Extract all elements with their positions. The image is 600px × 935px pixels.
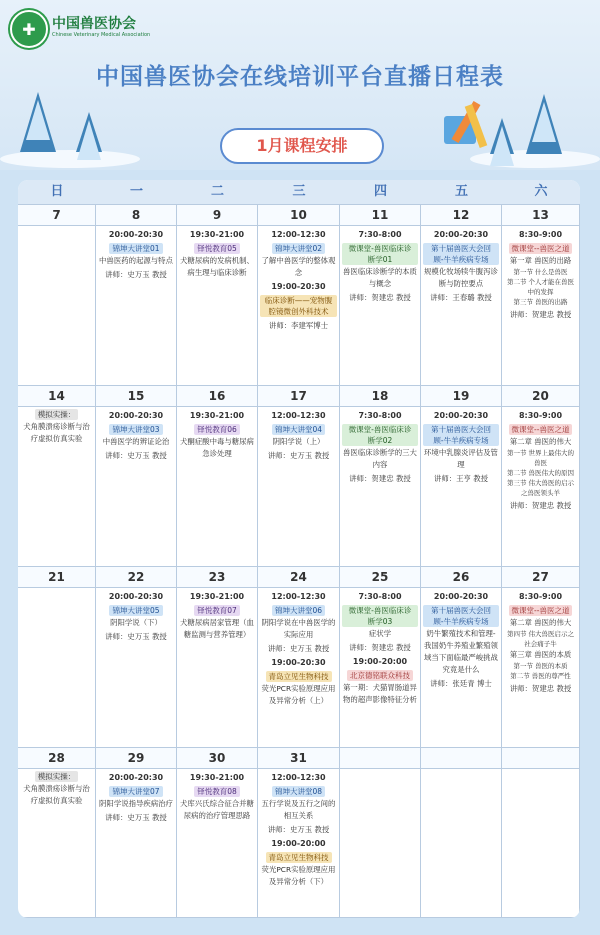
- course-tag: 青岛立见生物科技: [266, 671, 332, 682]
- day-number: 20: [502, 386, 579, 407]
- day-number: 22: [96, 567, 176, 588]
- course-tag: 第十届兽医大会回顾-牛羊疾病专场: [423, 424, 499, 446]
- course-tag: 模拟实操：: [35, 771, 79, 782]
- day-cell: [18, 386, 96, 567]
- course-title: 症状学: [368, 629, 392, 638]
- day-cell: [258, 748, 340, 918]
- day-content: [504, 589, 577, 695]
- course-tag: 北京德铭联众科技: [347, 670, 413, 681]
- session-time: 12:00-12:30: [271, 592, 326, 601]
- day-number: 14: [18, 386, 95, 407]
- course-tag-row: [179, 242, 255, 255]
- course-title: 犬酮症酸中毒与糖尿病急诊处理: [180, 437, 254, 458]
- session-time: 19:00-20:00: [271, 839, 326, 848]
- day-cell: [177, 748, 258, 918]
- course-title: 犬糖尿病的发病机制、病生理与临床诊断: [180, 256, 254, 277]
- course-title: 第三章 兽医的本质: [509, 650, 572, 659]
- session-time: 12:00-12:30: [271, 773, 326, 782]
- course-title: 阴阳学说在中兽医学的实际应用: [261, 618, 336, 639]
- section-item: 第一节 世界上最伟大的兽医: [506, 449, 575, 467]
- day-cell: [340, 386, 421, 567]
- course-tag: 微课堂-兽医临床诊断学01: [342, 243, 418, 265]
- day-content: [179, 589, 255, 641]
- day-cell: [258, 386, 340, 567]
- lecturer-name: 讲师：贺建忠 教授: [349, 474, 411, 483]
- course-title: 犬库兴氏综合征合并糖尿病的治疗管理思路: [180, 799, 254, 820]
- course-title: 第一章 兽医的出路: [509, 256, 572, 265]
- lecturer-name: 讲师：史万玉 教授: [105, 270, 167, 279]
- snow-mound: [0, 150, 140, 168]
- session-time: 19:00-20:00: [352, 657, 408, 666]
- org-name-cn: 中国兽医协会: [52, 16, 136, 32]
- course-tag-row: [342, 604, 418, 628]
- day-number: 27: [502, 567, 579, 588]
- day-content: [260, 227, 337, 332]
- session-time: 7:30-8:00: [358, 592, 402, 601]
- course-title: 阴阳学说（上）: [272, 437, 325, 446]
- course-tag-row: [423, 604, 499, 628]
- course-tag-row: [260, 294, 337, 318]
- section-item: 第三节 兽医的出路: [513, 298, 568, 306]
- course-title: 犬角膜溃疡诊断与治疗虚拟仿真实验: [23, 784, 90, 805]
- lecturer-name: 讲师：王亨 教授: [433, 474, 489, 483]
- section-item: 第一节 什么是兽医: [513, 268, 568, 276]
- session-time: 20:00-20:30: [433, 230, 489, 239]
- day-cell: [340, 748, 421, 918]
- course-tag-row: [504, 423, 577, 436]
- course-tag: 锦坤大讲堂04: [272, 424, 325, 435]
- course-tag: 铎悦教育08: [194, 786, 240, 797]
- lecturer-name: 讲师：史万玉 教授: [105, 451, 167, 460]
- day-cell: [177, 567, 258, 748]
- day-content: [179, 408, 255, 460]
- course-title: 荧光PCR实验原理应用及异常分析（上）: [261, 684, 336, 705]
- day-cell: [96, 205, 177, 386]
- day-number: 13: [502, 205, 579, 226]
- course-tag: 锦坤大讲堂02: [272, 243, 325, 254]
- header-banner: [0, 0, 600, 170]
- section-item: 第一节 兽医的本质: [513, 662, 568, 670]
- weekday-header: 六: [502, 180, 580, 205]
- tree-icon: [76, 112, 102, 152]
- section-item: 第二节 个人才能在兽医中的发挥: [506, 278, 575, 296]
- course-tag: 锦坤大讲堂03: [109, 424, 162, 435]
- day-number: 23: [177, 567, 257, 588]
- course-title: 兽医临床诊断学的三大内容: [343, 448, 417, 469]
- day-cell: [258, 205, 340, 386]
- session-time: 19:30-21:00: [189, 230, 245, 239]
- weekday-header: 二: [177, 180, 259, 205]
- course-tag: 第十届兽医大会回顾-牛羊疾病专场: [423, 243, 499, 265]
- day-content: [98, 227, 174, 281]
- session-time: 19:30-21:00: [189, 411, 245, 420]
- session-time: 19:30-21:00: [189, 773, 245, 782]
- schedule-table: [18, 180, 580, 918]
- day-number: 31: [258, 748, 339, 769]
- association-logo-icon: ✚: [10, 10, 48, 48]
- course-tag-row: [342, 669, 418, 682]
- day-number: 21: [18, 567, 95, 588]
- section-item: 第二节 兽医的尊严性: [510, 672, 571, 680]
- lecturer-name: 讲师：贺建忠 教授: [509, 310, 572, 319]
- day-number: 24: [258, 567, 339, 588]
- course-tag-row: [260, 785, 337, 798]
- section-item: 第二节 兽医伟大的原因: [506, 469, 575, 477]
- day-number: 9: [177, 205, 257, 226]
- course-tag-row: [260, 242, 337, 255]
- course-tag: 第十届兽医大会回顾-牛羊疾病专场: [423, 605, 499, 627]
- day-cell: [340, 205, 421, 386]
- day-number: 30: [177, 748, 257, 769]
- day-cell: [502, 748, 580, 918]
- day-number: 11: [340, 205, 420, 226]
- weekday-header: 日: [18, 180, 97, 205]
- day-cell: [421, 748, 502, 918]
- day-content: [20, 770, 93, 807]
- course-title: 荧光PCR实验原理应用及异常分析（下）: [261, 865, 336, 886]
- day-content: [423, 589, 499, 690]
- weekday-header: 一: [96, 180, 178, 205]
- course-tag: 锦坤大讲堂07: [109, 786, 162, 797]
- lecturer-name: 讲师：贺建忠 教授: [509, 501, 572, 510]
- course-tag: 锦坤大讲堂05: [109, 605, 162, 616]
- session-time: 8:30-9:00: [518, 230, 563, 239]
- day-number: 19: [421, 386, 501, 407]
- tree-icon: [490, 118, 514, 154]
- session-time: 20:00-20:30: [108, 230, 164, 239]
- lecturer-name: 讲师：史万玉 教授: [267, 825, 330, 834]
- course-title: 犬糖尿病居家管理（血糖监测与营养管理）: [180, 618, 254, 639]
- lecturer-name: 讲师：王春璐 教授: [430, 293, 492, 302]
- course-title: 环境中乳腺炎评估及管理: [424, 448, 498, 469]
- course-tag: 锦坤大讲堂06: [272, 605, 325, 616]
- course-tag-row: [260, 670, 337, 683]
- day-number: 18: [340, 386, 420, 407]
- org-name-en: Chinese Veterinary Medical Association: [52, 32, 151, 38]
- schedule-grid: [18, 180, 580, 918]
- course-tag: 微课堂-兽医临床诊断学03: [342, 605, 418, 627]
- course-tag-row: [504, 242, 577, 255]
- course-tag: 微课堂-兽医临床诊断学02: [342, 424, 418, 446]
- day-content: [504, 408, 577, 512]
- day-content: [260, 770, 337, 888]
- session-time: 20:00-20:30: [108, 411, 164, 420]
- course-tag-row: [98, 423, 174, 436]
- course-tag: 微课堂--兽医之道: [509, 243, 573, 254]
- session-time: 19:30-21:00: [189, 592, 245, 601]
- day-cell: [96, 748, 177, 918]
- month-label-pill: 1月课程安排: [220, 128, 384, 164]
- day-cell: [502, 386, 580, 567]
- course-title: 阴阳学说指导疾病治疗: [99, 799, 173, 808]
- day-cell: [421, 205, 502, 386]
- day-number: 26: [421, 567, 501, 588]
- course-tag-row: [260, 604, 337, 617]
- lecturer-name: 讲师：李建军博士: [268, 321, 329, 330]
- course-tag-row: [179, 604, 255, 617]
- course-tag-row: [179, 785, 255, 798]
- day-cell: [18, 748, 96, 918]
- day-number: 25: [340, 567, 420, 588]
- course-title: 第二章 兽医的伟大: [509, 618, 572, 627]
- course-title: 犬角膜溃疡诊断与治疗虚拟仿真实验: [23, 422, 90, 443]
- course-tag-row: [98, 604, 174, 617]
- course-title: 中兽医学的辨证论治: [102, 437, 170, 446]
- day-content: [504, 227, 577, 321]
- course-title: 五行学说及五行之间的相互关系: [261, 799, 336, 820]
- day-content: [98, 770, 174, 824]
- day-number: [502, 748, 579, 769]
- lecturer-name: 讲师：贺建忠 教授: [349, 293, 411, 302]
- session-time: 8:30-9:00: [518, 411, 563, 420]
- course-tag: 青岛立见生物科技: [266, 852, 332, 863]
- day-number: 12: [421, 205, 501, 226]
- course-title: 中兽医药的起源与特点: [99, 256, 173, 265]
- day-cell: [258, 567, 340, 748]
- course-tag: 锦坤大讲堂01: [109, 243, 162, 254]
- day-number: 15: [96, 386, 176, 407]
- course-tag-row: [342, 242, 418, 266]
- course-tag: 铎悦教育05: [194, 243, 240, 254]
- course-tag-row: [260, 851, 337, 864]
- course-tag-row: [504, 604, 577, 617]
- day-number: 17: [258, 386, 339, 407]
- course-tag-row: [423, 242, 499, 266]
- day-content: [179, 227, 255, 279]
- session-time: 19:00-20:30: [271, 282, 326, 291]
- day-number: [340, 748, 420, 769]
- day-content: [342, 408, 418, 485]
- tree-icon: [526, 94, 562, 154]
- session-time: 20:00-20:30: [433, 411, 489, 420]
- day-content: [20, 408, 93, 445]
- course-title: 了解中兽医学的整体观念: [261, 256, 336, 277]
- course-tag-row: [423, 423, 499, 447]
- course-tag: 微课堂--兽医之道: [509, 424, 573, 435]
- day-content: [260, 408, 337, 462]
- day-cell: [502, 205, 580, 386]
- course-tag: 微课堂--兽医之道: [509, 605, 573, 616]
- day-number: 10: [258, 205, 339, 226]
- course-tag: 铎悦教育07: [194, 605, 240, 616]
- session-time: 19:00-20:30: [271, 658, 326, 667]
- section-item: 第三节 伟大兽医的启示之兽医领头羊: [506, 479, 575, 497]
- day-cell: [96, 386, 177, 567]
- weekday-header: 四: [340, 180, 422, 205]
- course-tag-row: [342, 423, 418, 447]
- day-content: [98, 408, 174, 462]
- session-time: 20:00-20:30: [433, 592, 489, 601]
- day-cell: [18, 567, 96, 748]
- course-tag: 铎悦教育06: [194, 424, 240, 435]
- tree-icon: [20, 92, 56, 152]
- course-tag-row: [20, 770, 93, 783]
- section-item: 第四节 伟大兽医启示之社会痛子牛: [506, 630, 575, 648]
- course-tag-row: [98, 785, 174, 798]
- course-title: 兽医临床诊断学的本质与概念: [343, 267, 417, 288]
- session-time: 20:00-20:30: [108, 773, 164, 782]
- day-content: [260, 589, 337, 707]
- course-tag-row: [20, 408, 93, 421]
- lecturer-name: 讲师：史万玉 教授: [105, 813, 167, 822]
- day-cell: [177, 386, 258, 567]
- lecturer-name: 讲师：史万玉 教授: [267, 644, 330, 653]
- course-tag-row: [260, 423, 337, 436]
- course-tag: 模拟实操：: [35, 409, 79, 420]
- day-cell: [502, 567, 580, 748]
- session-time: 12:00-12:30: [271, 230, 326, 239]
- day-cell: [18, 205, 96, 386]
- session-time: 7:30-8:00: [358, 411, 402, 420]
- day-content: [98, 589, 174, 643]
- page-title: 中国兽医协会在线培训平台直播日程表: [96, 64, 504, 90]
- day-content: [179, 770, 255, 822]
- lecturer-name: 讲师：张廷青 博士: [430, 679, 492, 688]
- course-tag: 临床诊断——宠物腹腔镜微创外科技术: [260, 295, 337, 317]
- day-cell: [96, 567, 177, 748]
- lecturer-name: 讲师：贺建忠 教授: [349, 643, 411, 652]
- day-cell: [340, 567, 421, 748]
- weekday-header: 三: [258, 180, 341, 205]
- day-content: [342, 227, 418, 304]
- course-title: 第二章 兽医的伟大: [509, 437, 572, 446]
- day-content: [423, 227, 499, 304]
- session-time: 20:00-20:30: [108, 592, 164, 601]
- course-tag: 锦坤大讲堂08: [272, 786, 325, 797]
- course-tag-row: [179, 423, 255, 436]
- session-time: 8:30-9:00: [518, 592, 563, 601]
- day-content: [423, 408, 499, 485]
- day-cell: [421, 567, 502, 748]
- course-title: 阴阳学说（下）: [110, 618, 162, 627]
- day-cell: [177, 205, 258, 386]
- course-title: 第一期：犬猫胃肠道异物的超声影像特征分析: [343, 683, 417, 704]
- day-cell: [421, 386, 502, 567]
- lecturer-name: 讲师：史万玉 教授: [105, 632, 167, 641]
- day-number: [421, 748, 501, 769]
- day-content: [342, 589, 418, 706]
- weekday-header: 五: [421, 180, 503, 205]
- lecturer-name: 讲师：史万玉 教授: [267, 451, 330, 460]
- course-title: 规模化牧场犊牛腹泻诊断与防控要点: [424, 267, 498, 288]
- day-number: 28: [18, 748, 95, 769]
- day-number: 29: [96, 748, 176, 769]
- session-time: 12:00-12:30: [271, 411, 326, 420]
- day-number: 7: [18, 205, 95, 226]
- course-title: 奶牛繁殖技术和管理-我国奶牛养殖业繁殖领域当下面临最严峻挑战究竟是什么: [424, 629, 498, 674]
- session-time: 7:30-8:00: [358, 230, 402, 239]
- day-number: 8: [96, 205, 176, 226]
- lecturer-name: 讲师：贺建忠 教授: [509, 684, 572, 693]
- day-number: 16: [177, 386, 257, 407]
- course-tag-row: [98, 242, 174, 255]
